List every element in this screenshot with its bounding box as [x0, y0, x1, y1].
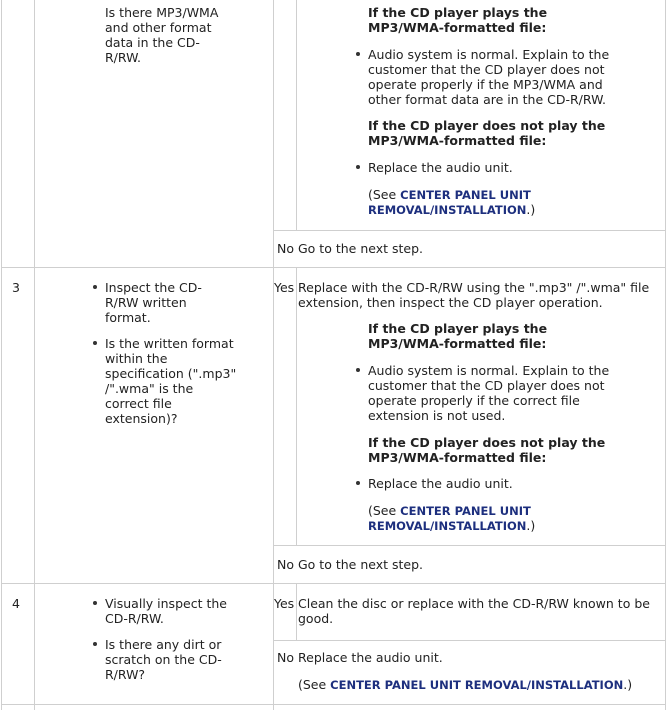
bullet-dot: [356, 368, 360, 372]
row-divider: [273, 545, 666, 546]
bullet-dot: [93, 601, 97, 605]
see-reference: [368, 202, 535, 218]
see-suffix: .): [526, 202, 536, 217]
see-prefix: (See: [368, 503, 401, 518]
center-panel-link[interactable]: CENTER PANEL UNIT: [400, 188, 531, 202]
question-line: Is the written format: [105, 336, 234, 351]
question-line: within the: [105, 351, 168, 366]
table-border-right: [665, 0, 666, 710]
result-heading: MP3/WMA-formatted file:: [368, 20, 547, 35]
bullet-dot: [93, 642, 97, 646]
question-line: R/RW.: [105, 50, 141, 65]
bullet-dot: [356, 52, 360, 56]
row-divider: [273, 640, 666, 641]
bullet-dot: [93, 341, 97, 345]
question-line: extension)?: [105, 411, 178, 426]
question-line: R/RW?: [105, 667, 146, 682]
see-prefix: (See: [298, 677, 331, 692]
bullet-dot: [356, 481, 360, 485]
no-label: No: [277, 557, 294, 572]
result-heading: If the CD player does not play the: [368, 118, 606, 133]
question-line: /".wma" is the: [105, 381, 194, 396]
row-divider: [273, 230, 666, 231]
question-line: correct file: [105, 396, 172, 411]
yes-label: Yes: [274, 596, 295, 611]
see-reference: [368, 518, 535, 534]
no-result: Go to the next step.: [298, 241, 423, 256]
yes-result-line: good.: [298, 611, 334, 626]
question-line: Inspect the CD-: [105, 280, 202, 295]
step-number: 3: [12, 280, 20, 295]
question-line: R/RW written: [105, 295, 187, 310]
bullet-dot: [356, 165, 360, 169]
see-reference: [298, 677, 632, 693]
column-divider-step: [34, 0, 35, 710]
see-reference: [368, 187, 531, 203]
result-heading: MP3/WMA-formatted file:: [368, 133, 547, 148]
result-heading: If the CD player plays the: [368, 5, 548, 20]
result-heading: MP3/WMA-formatted file:: [368, 450, 547, 465]
question-line: scratch on the CD-: [105, 652, 222, 667]
question-line: data in the CD-: [105, 35, 200, 50]
result-bullet-line: Replace the audio unit.: [368, 160, 513, 175]
result-heading: MP3/WMA-formatted file:: [368, 336, 547, 351]
no-label: No: [277, 241, 294, 256]
column-divider-result: [296, 0, 297, 230]
center-panel-link[interactable]: REMOVAL/INSTALLATION: [368, 203, 527, 217]
result-bullet-line: Audio system is normal. Explain to the: [368, 47, 610, 62]
question-line: Visually inspect the: [105, 596, 227, 611]
see-reference: [368, 503, 531, 519]
result-bullet-line: customer that the CD player does not: [368, 378, 605, 393]
table-border-left: [1, 0, 2, 710]
see-prefix: (See: [368, 187, 401, 202]
result-heading: If the CD player does not play the: [368, 435, 606, 450]
no-result: Replace the audio unit.: [298, 650, 443, 665]
table-border-bottom: [1, 704, 666, 705]
yes-label: Yes: [274, 280, 295, 295]
result-bullet-line: Replace the audio unit.: [368, 476, 513, 491]
question-line: Is there any dirt or: [105, 637, 222, 652]
result-bullet-line: operate properly if the MP3/WMA and: [368, 77, 603, 92]
question-line: specification (".mp3": [105, 366, 237, 381]
row-divider: [1, 267, 666, 268]
row-divider: [1, 583, 666, 584]
question-line: Is there MP3/WMA: [105, 5, 219, 20]
yes-result-line: extension, then inspect the CD player operation.: [298, 295, 603, 310]
no-label: No: [277, 650, 294, 665]
step-number: 4: [12, 596, 20, 611]
see-suffix: .): [623, 677, 633, 692]
see-suffix: .): [526, 518, 536, 533]
question-line: format.: [105, 310, 151, 325]
question-line: and other format: [105, 20, 212, 35]
result-bullet-line: operate properly if the correct file: [368, 393, 580, 408]
yes-result-line: Replace with the CD-R/RW using the ".mp3" /".wma" file: [298, 280, 650, 295]
result-bullet-line: customer that the CD player does not: [368, 62, 605, 77]
column-divider-result: [296, 583, 297, 640]
question-line: CD-R/RW.: [105, 611, 164, 626]
column-divider-result: [296, 268, 297, 546]
yes-result-line: Clean the disc or replace with the CD-R/RW known to be: [298, 596, 650, 611]
result-heading: If the CD player plays the: [368, 321, 548, 336]
center-panel-link[interactable]: CENTER PANEL UNIT REMOVAL/INSTALLATION: [330, 678, 624, 692]
result-bullet-line: extension is not used.: [368, 408, 506, 423]
center-panel-link[interactable]: REMOVAL/INSTALLATION: [368, 519, 527, 533]
result-bullet-line: other format data are in the CD-R/RW.: [368, 92, 606, 107]
bullet-dot: [93, 285, 97, 289]
result-bullet-line: Audio system is normal. Explain to the: [368, 363, 610, 378]
center-panel-link[interactable]: CENTER PANEL UNIT: [400, 504, 531, 518]
no-result: Go to the next step.: [298, 557, 423, 572]
